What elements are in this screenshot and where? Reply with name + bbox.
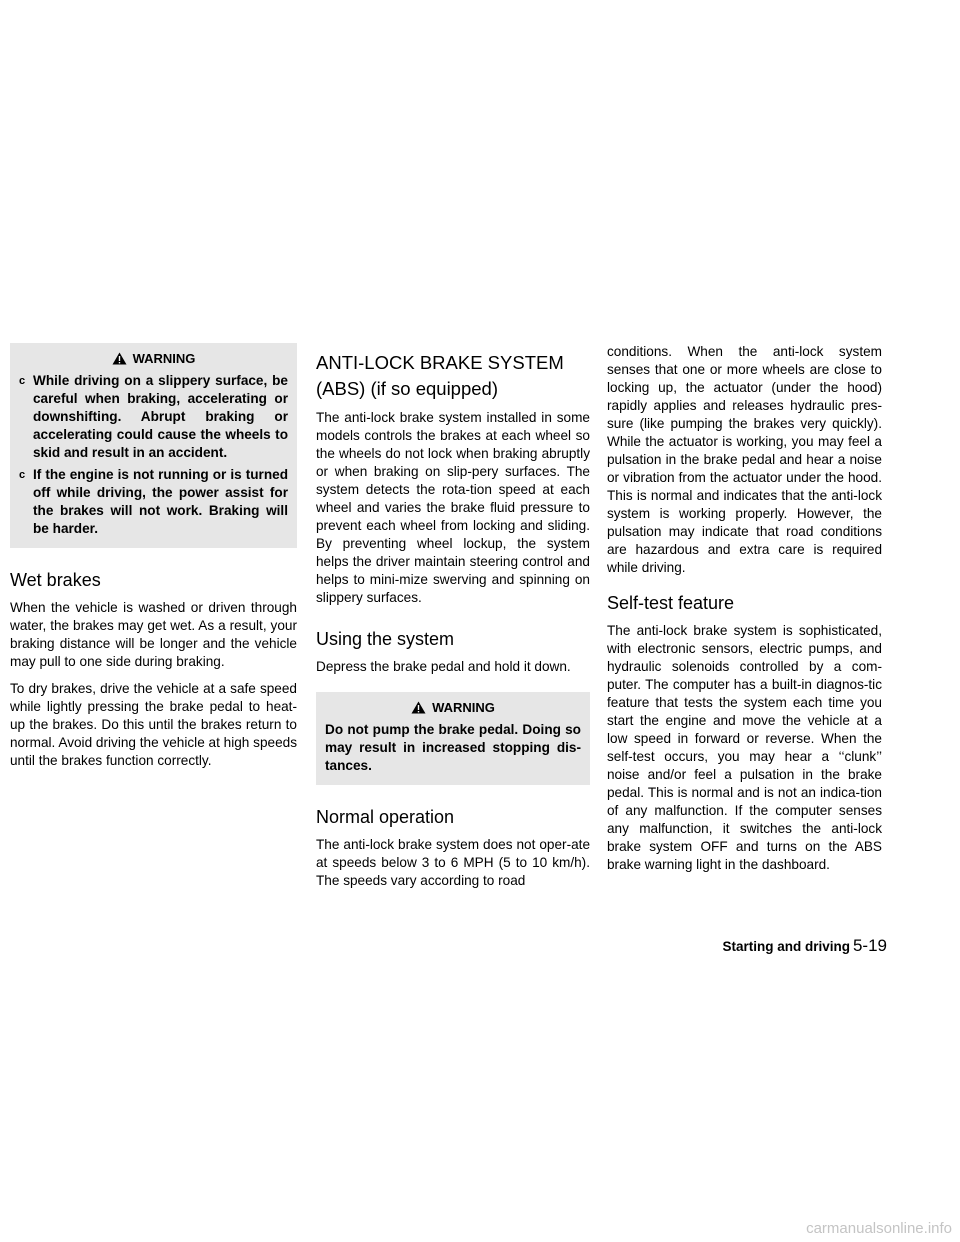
section-heading-normal-operation: Normal operation (316, 807, 455, 827)
paragraph: Depress the brake pedal and hold it down. (316, 659, 571, 674)
column-left (10, 343, 297, 779)
warning-triangle-icon (112, 352, 127, 365)
bullet-icon: c (19, 375, 26, 387)
page-number: 5-19 (852, 936, 887, 955)
footer-section-title: Starting and driving (722, 939, 850, 954)
warning-item-text: If the engine is not running or is turned off while driving, the power assist for the brakes will not work. Braking will be harder. (33, 467, 288, 536)
warning-item (19, 466, 288, 538)
warning-box (10, 343, 297, 548)
warning-label: WARNING (432, 700, 495, 715)
bullet-icon: c (19, 469, 26, 481)
title-line: (ABS) (if so equipped) (316, 378, 499, 399)
warning-box (316, 692, 590, 785)
section-heading-wet-brakes: Wet brakes (10, 570, 101, 590)
title-line: ANTI-LOCK BRAKE SYSTEM (316, 352, 564, 373)
warning-header (19, 351, 288, 366)
paragraph: When the vehicle is washed or driven through water, the brakes may get wet. As a result, your braking distance will be longer and the vehicle may pull to one side during braking. (10, 600, 297, 669)
warning-triangle-icon (411, 701, 426, 714)
column-right (607, 343, 882, 883)
page-footer (607, 936, 887, 956)
section-title-abs (316, 350, 590, 402)
warning-item-text: While driving on a slippery surface, be careful when braking, accelerating or downshifting. Abrupt braking or accelerating could cause the wheels to skid and result in an accident. (33, 373, 288, 460)
paragraph: The anti-lock brake system does not oper-ate at speeds below 3 to 6 MPH (5 to 10 km/h). The speeds vary according to road (316, 837, 590, 888)
paragraph: The anti-lock brake system is sophisticated, with electronic sensors, electric pumps, and hydraulic solenoids controlled by a com-puter. The computer has a built-in diagnos-tic feature that tests the system each time you start the engine and move the vehicle at a low speed in forward or reverse. When the self-test occurs, you may hear a ‘‘clunk’’ noise and/or feel a pulsation in the brake pedal. This is normal and is not an indica-tion of any malfunction. If the computer senses any malfunction, it switches the anti-lock brake system OFF and turns on the ABS brake warning light in the dashboard. (607, 623, 882, 872)
warning-header (325, 700, 581, 715)
watermark: carmanualsonline.info (806, 1220, 952, 1237)
column-middle (316, 343, 590, 899)
section-heading-using-system: Using the system (316, 629, 455, 649)
paragraph: conditions. When the anti-lock system senses that one or more wheels are close to locking up, the actuator (under the hood) rapidly applies and releases hydraulic pres-sure (like pumping the brakes very quickly). While the actuator is working, you may feel a pulsation in the brake pedal and hear a noise or vibration from the actuator under the hood. This is normal and indicates that the anti-lock system is working properly. However, the pulsation may indicate that road conditions are hazardous and extra care is required while driving. (607, 344, 882, 575)
warning-text: Do not pump the brake pedal. Doing so may result in increased stopping dis-tances. (325, 722, 581, 773)
section-heading-self-test: Self-test feature (607, 593, 735, 613)
paragraph: To dry brakes, drive the vehicle at a safe speed while lightly pressing the brake pedal to heat-up the brakes. Do this until the brakes return to normal. Avoid driving the vehicle at high speeds until the brakes function correctly. (10, 681, 297, 768)
warning-item (19, 372, 288, 462)
warning-label: WARNING (132, 351, 196, 366)
paragraph: The anti-lock brake system installed in some models controls the brakes at each wheel so the wheels do not lock when braking abruptly or when braking on slip-pery surfaces. The system detects the rota-tion speed at each wheel and varies the brake fluid pressure to prevent each wheel from locking and sliding. By preventing wheel lockup, the system helps the driver maintain steering control and helps to mini-mize swerving and spinning on slippery surfaces. (316, 410, 590, 605)
